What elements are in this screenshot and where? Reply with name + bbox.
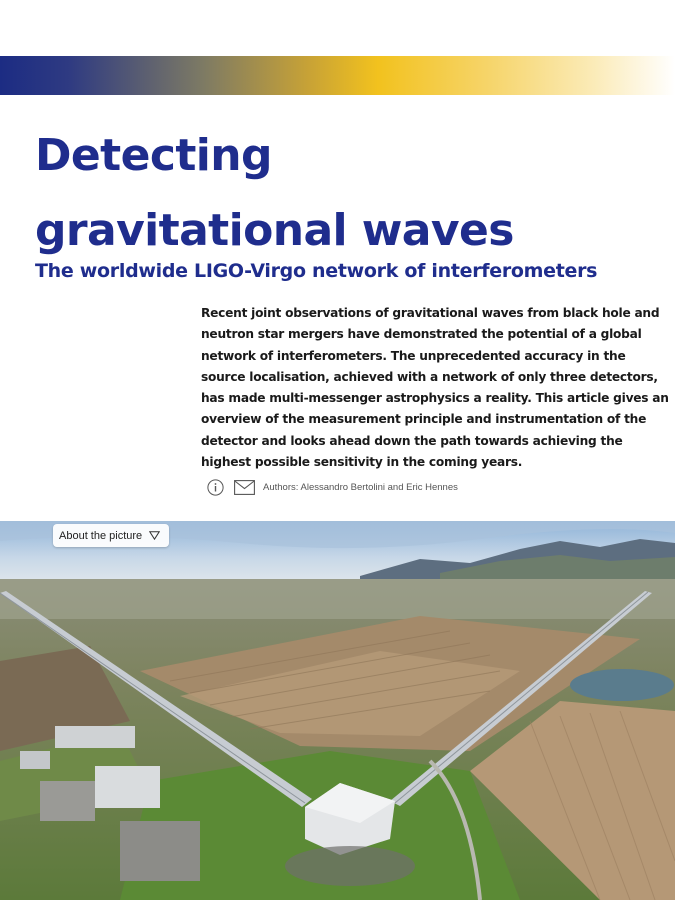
article-abstract: Recent joint observations of gravitational waves from black hole and neutron star mergers have demonstrated the potential of a global network of interferometers. The unprecedented accuracy in the source localisation, achieved with a network of only three detectors, has made multi-messenger astrophysics a reality. This article gives an overview of the measurement principle and instrumentation of the detector and looks ahead down the path towards achieving the highest possible sensitivity in the coming years. <box>201 306 669 470</box>
chevron-down-icon <box>149 531 160 540</box>
header-gradient-band <box>0 56 675 95</box>
article-title-line-2: gravitational waves <box>35 205 514 256</box>
authors-row <box>207 476 458 498</box>
article-title-line-1: Detecting <box>35 130 272 181</box>
about-picture-label: About the picture <box>59 529 143 542</box>
article-subtitle: The worldwide LIGO-Virgo network of interferometers <box>35 260 598 282</box>
info-icon[interactable] <box>207 479 224 496</box>
about-picture-button[interactable] <box>53 524 169 547</box>
authors-text: Authors: Alessandro Bertolini and Eric Hennes <box>263 481 458 493</box>
article-title <box>35 118 655 268</box>
mail-icon[interactable] <box>234 480 255 495</box>
virgo-aerial-photo <box>0 521 675 900</box>
